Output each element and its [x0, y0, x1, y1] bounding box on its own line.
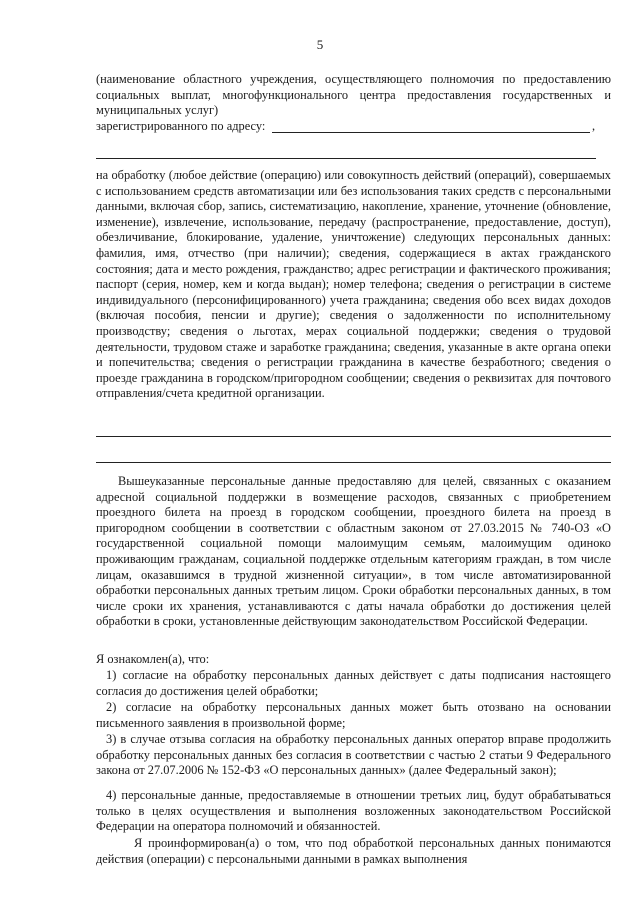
blank-line-2[interactable] — [96, 436, 611, 437]
page-number: 5 — [316, 37, 324, 52]
address-trailing-comma: , — [592, 119, 596, 133]
acknowledgement-item-1: 1) согласие на обработку персональных данных действует с даты подписания настоящего согласия до достижения целей обработки; — [96, 668, 611, 698]
purpose-paragraph: Вышеуказанные персональные данные предоставляю для целей, связанных с оказанием адресной социальной поддержки в возмещение расходов, связанных с приобретением проездного билета на проезд в городском сообщении, проездного билета на проезд в пригородном сообщении в соответствии с областным законом от 27.03.2015 № 740-ОЗ «О государственной социальной помощи малоимущим семьям, малоимущим одиноко проживающим гражданам, социальной поддержке отдельным категориям граждан, в том числе лицам, оказавшимся в трудной жизненной ситуации», в том числе автоматизированной обработки персональных данных третьим лицом. Сроки обработки персональных данных, в том числе сроки их хранения, устанавливаются с даты начала обработки до достижения целей обработки в сроки, установленные действующим законодательством Российской Федерации. — [96, 474, 611, 629]
consent-subject-paragraph: на обработку (любое действие (операцию) или совокупность действий (операций), совершаемых с использованием средств автоматизации или без использования таких средств с персональными данными, включая сбор, запись, систематизацию, накопление, хранение, уточнение (обновление, изменение), извлечение, использование, передачу (распространение, предоставление, доступ), обезличивание, блокирование, удаление, уничтожение) следующих персональных данных: фамилия, имя, отчество (при наличии); сведения, содержащиеся в актах гражданского состояния; дата и место рождения, гражданство; адрес регистрации и фактического проживания; паспорт (серия, номер, кем и когда выдан); номер телефона; сведения о регистрации в системе индивидуального (персонифицированного) учета гражданина; сведения обо всех видах доходов (включая пособия, пенсии и другие); сведения о задолженности по исполнительному производству; сведения о льготах, мерах социальной поддержки; сведения о трудовой деятельности, трудовом стаже и заработке гражданина; сведения, указанные в акте органа опеки и попечительства; сведения о регистрации гражданина в качестве безработного; сведения о проезде гражданина в городском/пригородном сообщении; сведения о реквизитах для почтового отправления/счета кредитной организации. — [96, 168, 611, 401]
blank-line-3[interactable] — [96, 462, 611, 463]
institution-caption: (наименование областного учреждения, осуществляющего полномочия по предоставлению социальных выплат, многофункционального центра предоставления государственных и муниципальных услуг) — [96, 72, 611, 118]
address-field[interactable] — [272, 132, 590, 133]
blank-line-1[interactable] — [96, 158, 596, 159]
acknowledgement-item-3: 3) в случае отзыва согласия на обработку персональных данных оператор вправе продолжить обработку персональных данных без согласия в соответствии с частью 2 статьи 9 Федерального закона от 27.07.2006 № 152-ФЗ «О персональных данных» (далее Федеральный закон); — [96, 732, 611, 778]
acknowledgement-item-2: 2) согласие на обработку персональных данных может быть отозвано на основании письменного заявления в произвольной форме; — [96, 700, 611, 730]
informed-paragraph: Я проинформирован(а) о том, что под обработкой персональных данных понимаются действия (операции) с персональными данными в рамках выполнения — [96, 836, 611, 866]
address-label: зарегистрированного по адресу: — [96, 119, 266, 133]
acknowledgement-item-4: 4) персональные данные, предоставляемые в отношении третьих лиц, будут обрабатываться только в целях осуществления и выполнения возложенных законодательством Российской Федерации на оператора полномочий и обязанностей. — [96, 788, 611, 834]
acknowledgement-intro: Я ознакомлен(а), что: — [96, 652, 210, 666]
